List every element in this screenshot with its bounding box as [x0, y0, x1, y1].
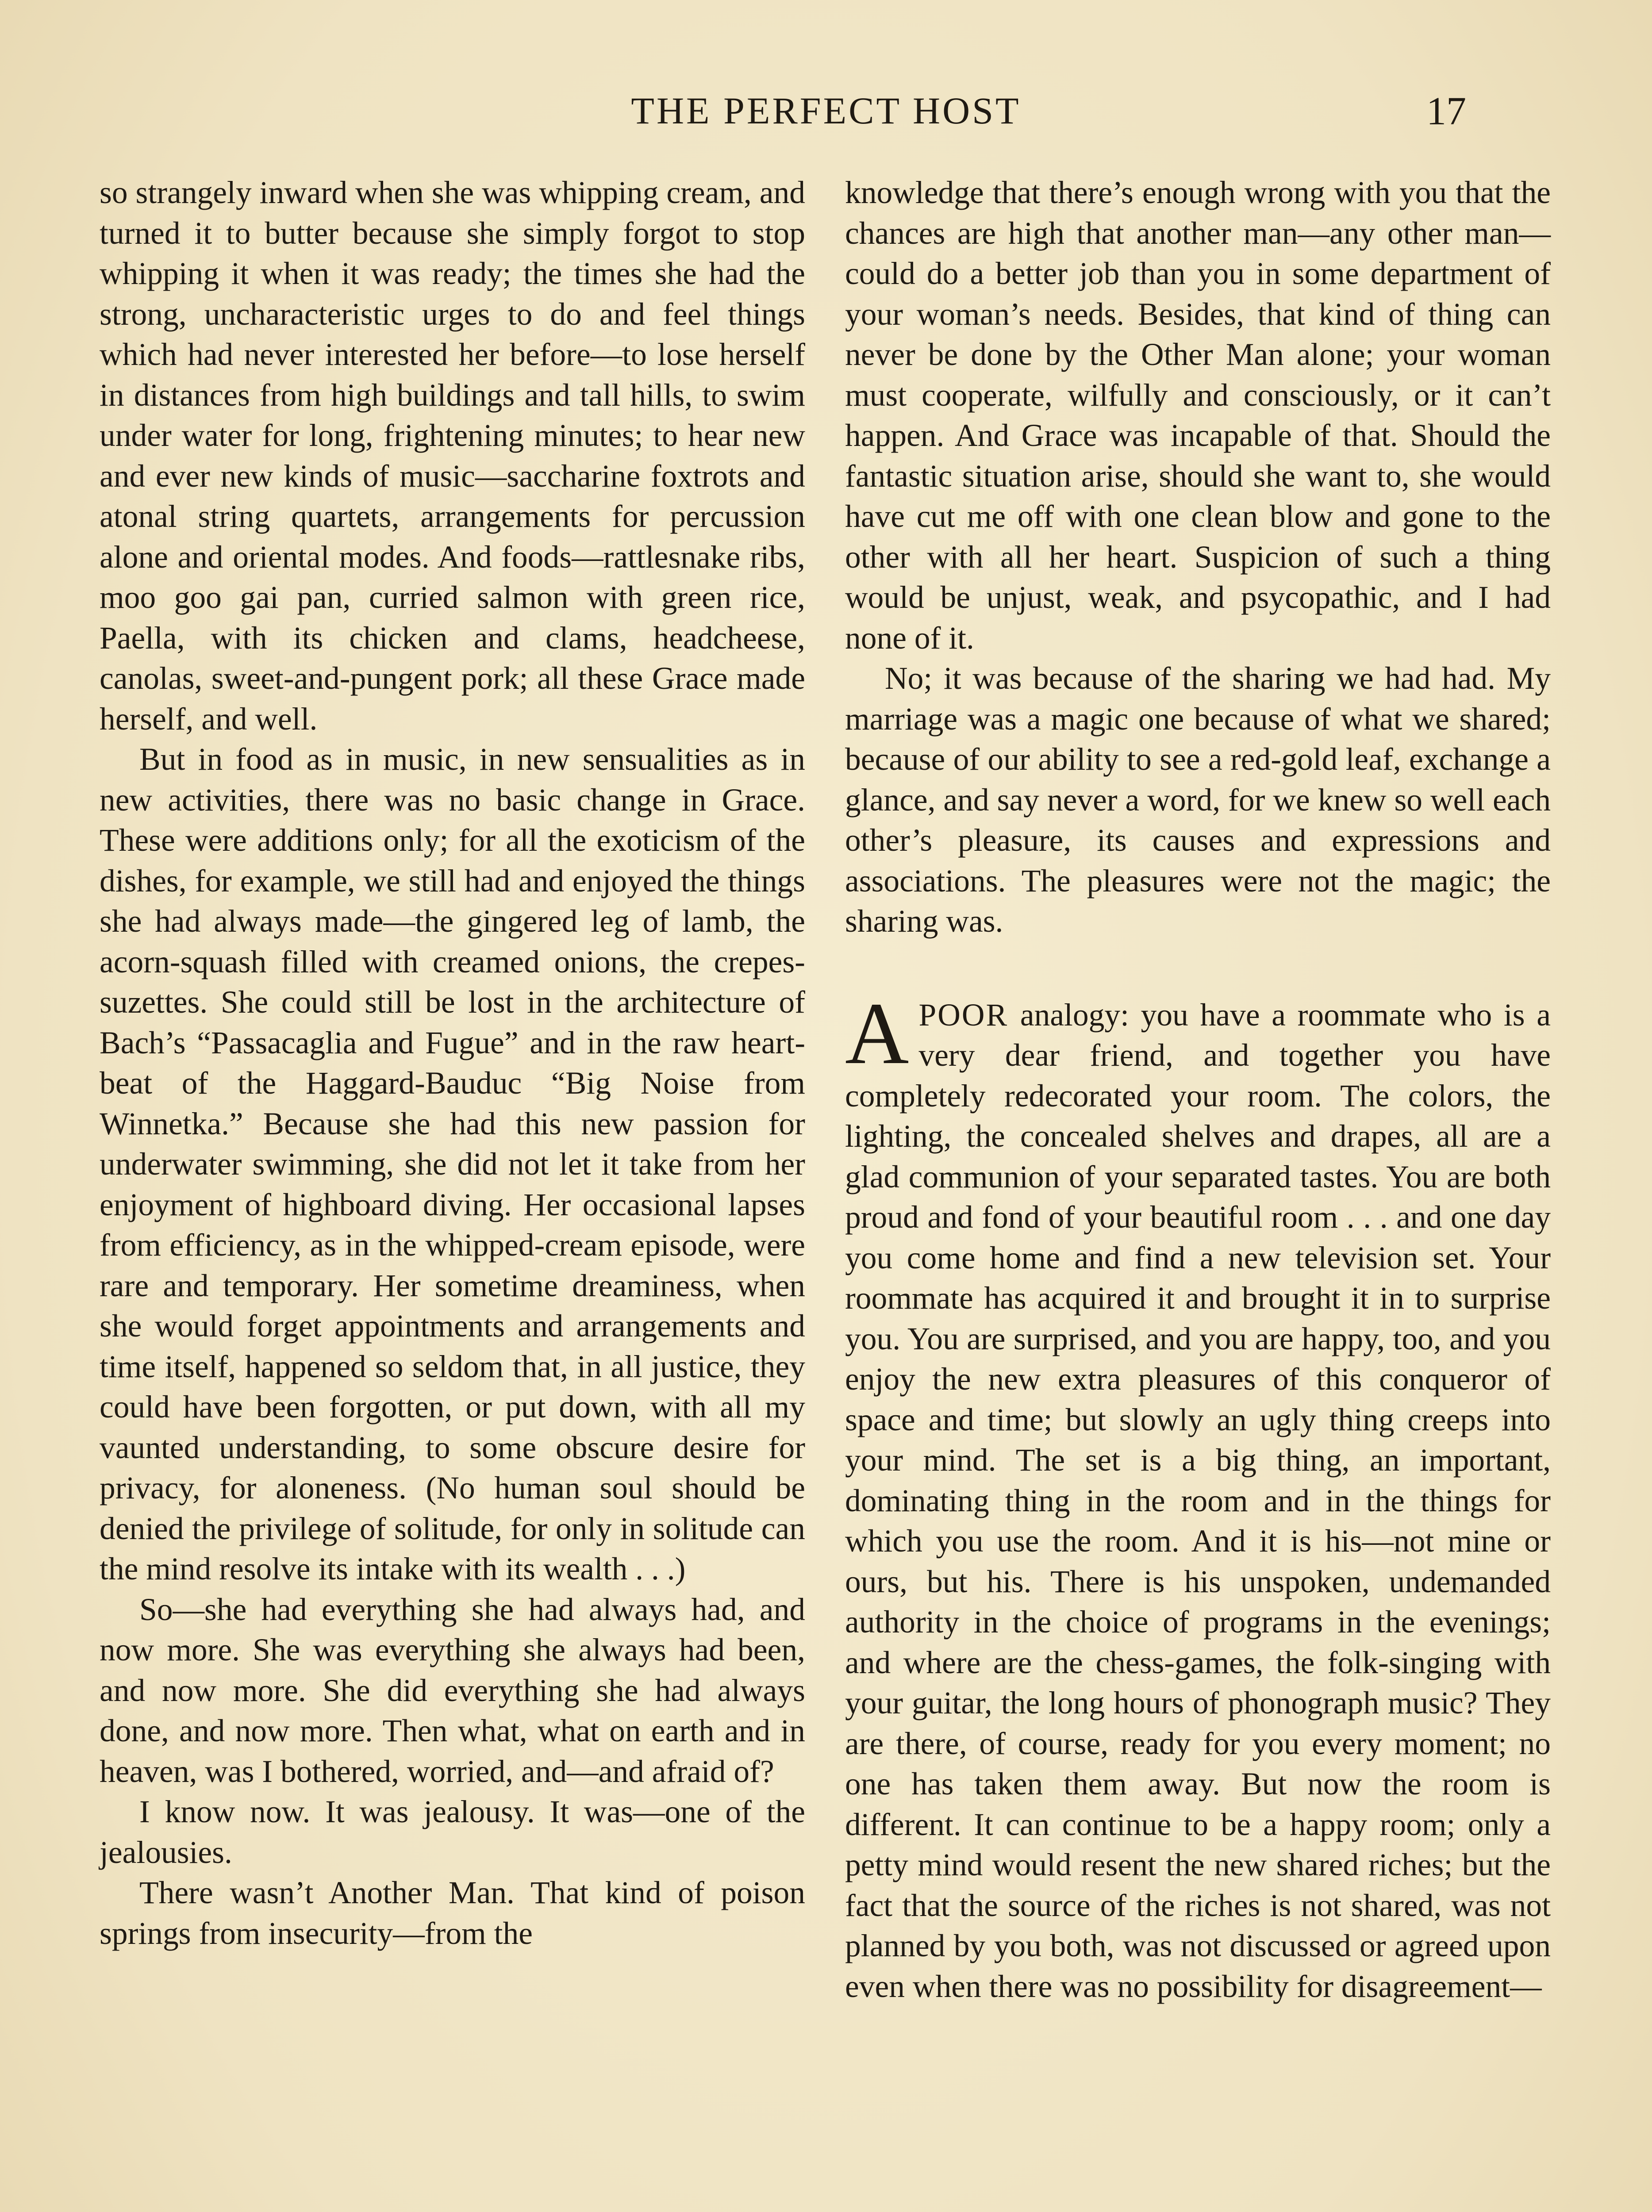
page-header	[88, 88, 1564, 137]
right-paragraph-2: No; it was because of the sharing we had had. My marriage was a magic one because of what we shared; because of our ability to see a red-gold leaf, exchange a glance, and say never a word, for we knew so well each other’s pleasure, its causes and expressions and associations. The pleasures were not the magic; the sharing was.	[845, 661, 1551, 939]
right-column	[845, 173, 1551, 2007]
left-paragraph-3: So—she had everything she had always had, and now more. She was everything she always had been, and now more. She did everything she had always done, and now more. Then what, what on earth and in heaven, was I bothered, worried, and—and afraid of?	[100, 1592, 805, 1789]
left-paragraph-1: so strangely inward when she was whipping cream, and turned it to butter because she simply forgot to stop whipping it when it was ready; the times she had the strong, uncharacteristic urges to do and feel things which had never interested her before—to lose herself in distances from high buildings and tall hills, to swim under water for long, frightening minutes; to hear new and ever new kinds of music—saccharine foxtrots and atonal string quartets, arrangements for percussion alone and oriental modes. And foods—rattlesnake ribs, moo goo gai pan, curried salmon with green rice, Paella, with its chicken and clams, headcheese, canolas, sweet-and-pungent pork; all these Grace made herself, and well.	[100, 175, 805, 737]
left-column	[100, 173, 805, 1954]
left-paragraph-4: I know now. It was jealousy. It was—one of the jealousies.	[100, 1794, 805, 1870]
section-break	[845, 942, 1551, 995]
left-paragraph-5: There wasn’t Another Man. That kind of poison springs from insecurity—from the	[100, 1875, 805, 1951]
right-paragraph-3	[845, 984, 1551, 2007]
running-title: THE PERFECT HOST	[631, 89, 1021, 132]
page-number: 17	[1426, 89, 1466, 133]
drop-cap: A	[845, 984, 909, 1083]
left-paragraph-2: But in food as in music, in new sensualities as in new activities, there was no basic change in Grace. These were additions only; for all the exoticism of the dishes, for example, we still had and enjoyed the things she had always made—the gingered leg of lamb, the acorn-squash filled with creamed onions, the crepes-suzettes. She could still be lost in the architecture of Bach’s “Passacaglia and Fugue” and in the raw heartbeat of the Haggard-Bauduc “Big Noise from Winnetka.” Because she had this new passion for underwater swimming, she did not let it take from her enjoyment of highboard diving. Her occasional lapses from efficiency, as in the whipped-cream episode, were rare and temporary. Her sometime dreaminess, when she would forget appointments and arrangements and time itself, happened so seldom that, in all justice, they could have been forgotten, or put down, with all my vaunted understanding, to some obscure desire for privacy, for aloneness. (No human soul should be denied the privilege of solitude, for only in solitude can the mind resolve its intake with its wealth . . .)	[100, 742, 805, 1586]
right-paragraph-3-body: analogy: you have a roommate who is a very dear friend, and together you have completely redecorated your room. The colors, the lighting, the concealed shelves and drapes, all are a glad communion of your separated tastes. You are both proud and fond of your beautiful room . . . and one day you come home and find a new television set. Your roommate has acquired it and brought it in to surprise you. You are surprised, and you are happy, too, and you enjoy the new extra pleasures of this conqueror of space and time; but slowly an ugly thing creeps into your mind. The set is a big thing, an important, dominating thing in the room and in the things for which you use the room. And it is his—not mine or ours, but his. There is his unspoken, undemanded authority in the choice of programs in the evenings; and where are the chess-games, the folk-singing with your guitar, the long hours of phonograph music? They are there, of course, ready for you every moment; no one has taken them away. But now the room is different. It can continue to be a happy room; only a petty mind would resent the new shared riches; but the fact that the source of the riches is not shared, was not planned by you both, was not discussed or agreed upon even when there was no possibility for disagreement—	[845, 997, 1551, 2004]
lead-in-word: POOR	[918, 997, 1009, 1033]
right-paragraph-1: knowledge that there’s enough wrong with you that the chances are high that another man—any other man—could do a better job than you in some department of your woman’s needs. Besides, that kind of thing can never be done by the Other Man alone; your woman must cooperate, wilfully and consciously, or it can’t happen. And Grace was incapable of that. Should the fantastic situation arise, should she want to, she would have cut me off with one clean blow and gone to the other with all her heart. Suspicion of such a thing would be unjust, weak, and psycopathic, and I had none of it.	[845, 175, 1551, 656]
